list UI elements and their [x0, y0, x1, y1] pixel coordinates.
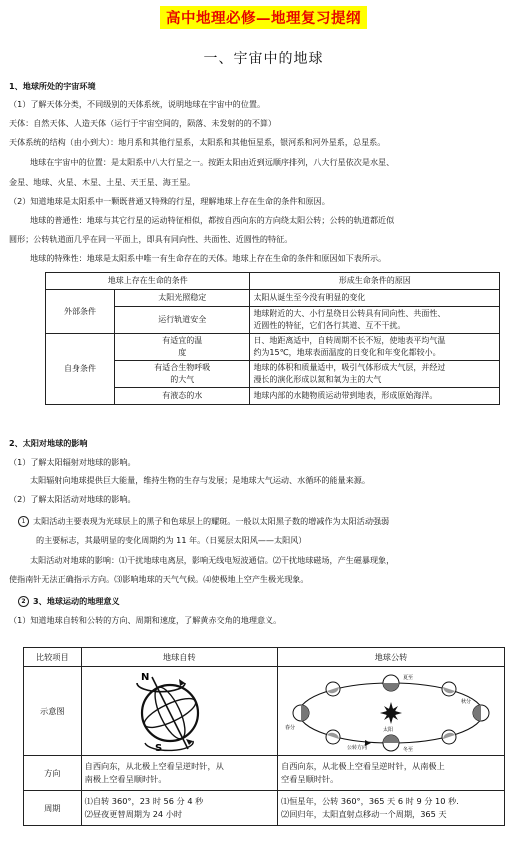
- earth-bottom: [383, 735, 399, 751]
- rotation-direction-cell: [81, 756, 277, 791]
- earth-tr: [442, 682, 456, 696]
- sec1-p6b: 圆形；公转轨道面几乎在同一平面上，即具有同向性、共面性、近圆性的特征。: [9, 234, 293, 244]
- condition-line: 有适宜的温: [162, 336, 203, 345]
- orbit-arrow: [365, 740, 371, 746]
- reason-cell: 太阳从诞生至今没有明显的变化: [250, 290, 500, 307]
- section2-heading: 2、太阳对地球的影响: [9, 438, 88, 448]
- table-row: [24, 791, 505, 826]
- reason-line: 漫长的演化形成以氮和氧为主的大气: [253, 375, 382, 384]
- earth-right: [473, 705, 489, 721]
- reason-cell: 地球内部的水随物质运动带到地表，形成原始海洋。: [250, 388, 500, 405]
- condition-line: 的大气: [170, 375, 195, 384]
- label-autumn: 秋分: [461, 699, 472, 705]
- cell-line: 自西向东，从北极上空看呈逆时针，从南极上: [281, 761, 445, 771]
- revolution-period-cell: [278, 791, 505, 826]
- sec2-p4a-text: 太阳活动主要表现为光球层上的黑子和色球层上的耀斑。一般以太阳黑子数的增减作为太阳活动强弱: [33, 516, 390, 526]
- row-label: 周期: [24, 791, 82, 826]
- group-cell: 自身条件: [46, 334, 115, 405]
- sun-label: 太阳: [383, 727, 394, 733]
- label-spring: 春分: [285, 725, 296, 731]
- cell-line: 空看呈顺时针。: [281, 774, 339, 784]
- sec3-p1: （1）知道地球自转和公转的方向、周期和速度，了解黄赤交角的地理意义。: [9, 615, 282, 625]
- label-summer: 夏至: [403, 675, 414, 681]
- table-row: [46, 361, 500, 388]
- reason-line: 约为15℃，地球表面温度的日变化和年变化都较小。: [253, 348, 441, 357]
- chapter-heading: 一、宇宙中的地球: [203, 51, 324, 67]
- sec1-p1: （1）了解天体分类，不同级别的天体系统，说明地球在宇宙中的位置。: [9, 99, 266, 109]
- sec1-p2: 天体：自然天体、人造天体（运行于宇宙空间的，陨落、未发射的的不算）: [9, 118, 277, 128]
- table-row: [46, 388, 500, 405]
- condition-cell: [115, 361, 250, 388]
- cell-line: 南极上空看呈顺时针。: [84, 774, 167, 784]
- earth-tl: [326, 682, 340, 696]
- rotation-period-cell: [81, 791, 277, 826]
- condition-cell: 运行轨道安全: [115, 307, 250, 334]
- sec2-p5b: 使指南针无法正确指示方向。⑶影响地球的天气气候。⑷使极地上空产生极光现象。: [9, 574, 309, 584]
- section3-heading: 3、地球运动的地理意义: [33, 596, 120, 606]
- label-winter: 冬至: [403, 747, 414, 753]
- south-label: S: [154, 743, 162, 753]
- cell-line: ⑵回归年，太阳直射点移动一个周期，365 天: [281, 809, 447, 819]
- condition-line: 有适合生物呼吸: [154, 363, 211, 372]
- sec2-p4a: [18, 515, 527, 527]
- cell-line: ⑵昼夜更替周期为 24 小时: [84, 809, 183, 819]
- section1-heading: 1、地球所处的宇宙环境: [9, 81, 96, 91]
- earth-br: [442, 730, 456, 744]
- cell-line: ⑴自转 360°，23 时 56 分 4 秒: [84, 796, 204, 806]
- reason-cell: [250, 361, 500, 388]
- table-header: 地球上存在生命的条件: [46, 273, 250, 290]
- table-row: [46, 307, 500, 334]
- reason-line: 近圆性的特征，它们各行其道、互不干扰。: [253, 321, 406, 330]
- cell-line: ⑴恒星年，公转 360°，365 天 6 时 9 分 10 秒.: [281, 796, 459, 806]
- document-title: 高中地理必修—地理复习提纲: [160, 6, 367, 29]
- earth-bl: [326, 730, 340, 744]
- reason-cell: [250, 334, 500, 361]
- table-header: 地球自转: [81, 648, 277, 667]
- table-header: 比较项目: [24, 648, 82, 667]
- table-row: [24, 648, 505, 667]
- life-conditions-table: [45, 272, 500, 405]
- reason-line: 地球附近的大、小行星绕日公转具有同向性、共面性、: [253, 309, 446, 318]
- earth-top: [383, 675, 399, 691]
- table-row: [46, 334, 500, 361]
- condition-cell: [115, 334, 250, 361]
- row-label: 方向: [24, 756, 82, 791]
- reason-cell: [250, 307, 500, 334]
- sec2-p2: 太阳辐射向地球提供巨大能量，维持生物的生存与发展；是地球大气运动、水循环的能量来源。: [30, 475, 370, 485]
- revolution-diagram-cell: [278, 667, 505, 756]
- revolution-direction-cell: [278, 756, 505, 791]
- sec1-p3: 天体系统的结构（由小到大）：地月系和其他行星系，太阳系和其他恒星系，银河系和河外星系，总星系。: [9, 137, 386, 147]
- table-row: [24, 756, 505, 791]
- group-cell: 外部条件: [46, 290, 115, 334]
- circled-number: 2: [18, 596, 29, 607]
- orbit-direction-label: 公转方向: [347, 745, 368, 751]
- earth-motion-table: [23, 647, 505, 826]
- rotation-diagram-cell: [81, 667, 277, 756]
- north-label: N: [140, 672, 149, 683]
- condition-cell: 有液态的水: [115, 388, 250, 405]
- table-row: [46, 273, 500, 290]
- table-header: 形成生命条件的原因: [250, 273, 500, 290]
- reason-line: 日、地距离适中，自转周期不长不短，使地表平均气温: [253, 336, 446, 345]
- title-area: [0, 6, 527, 29]
- sec1-p7: 地球的特殊性：地球是太阳系中唯一有生命存在的天体。地球上存在生命的条件和原因如下表所示。: [30, 253, 387, 263]
- sec1-p4a: 地球在宇宙中的位置：是太阳系中八大行星之一。按距太阳由近到远顺序排列，八大行星依次是水星、: [30, 157, 395, 167]
- reason-line: 地球的体积和质量适中，吸引气体形成大气层，并经过: [253, 363, 446, 372]
- sec1-p5: （2）知道地球是太阳系中一颗既普通又特殊的行星，理解地球上存在生命的条件和原因。: [9, 196, 330, 206]
- sec2-p5a: 太阳活动对地球的影响：⑴干扰地球电离层，影响无线电短波通信。⑵干扰地球磁场，产生磁暴现象，: [30, 555, 395, 565]
- sec2-p4b: 的主要标志，其最明显的变化周期约为 11 年。（日冕层太阳风——太阳风）: [36, 535, 307, 545]
- sec2-p1: （1）了解太阳辐射对地球的影响。: [9, 457, 136, 467]
- rotation-diagram: [85, 669, 255, 753]
- sun-icon: [380, 702, 402, 724]
- condition-cell: 太阳光照稳定: [115, 290, 250, 307]
- table-row: [24, 667, 505, 756]
- revolution-diagram: [281, 669, 501, 753]
- sec1-p4b: 金星、地球、火星、木星、土星、天王星、海王星。: [9, 177, 196, 187]
- table-row: [46, 290, 500, 307]
- sec2-p3: （2）了解太阳活动对地球的影响。: [9, 494, 136, 504]
- circled-number: 1: [18, 516, 29, 527]
- earth-left: [293, 705, 309, 721]
- sec1-p6a: 地球的普通性：地球与其它行星的运动特征相似，都按自西向东的方向绕太阳公转；公转的轨道都近似: [30, 215, 395, 225]
- table-header: 地球公转: [278, 648, 505, 667]
- cell-line: 自西向东，从北极上空看呈逆时针，从: [84, 761, 224, 771]
- condition-line: 度: [178, 348, 187, 357]
- row-label: 示意图: [24, 667, 82, 756]
- section3-heading-row: [18, 595, 527, 607]
